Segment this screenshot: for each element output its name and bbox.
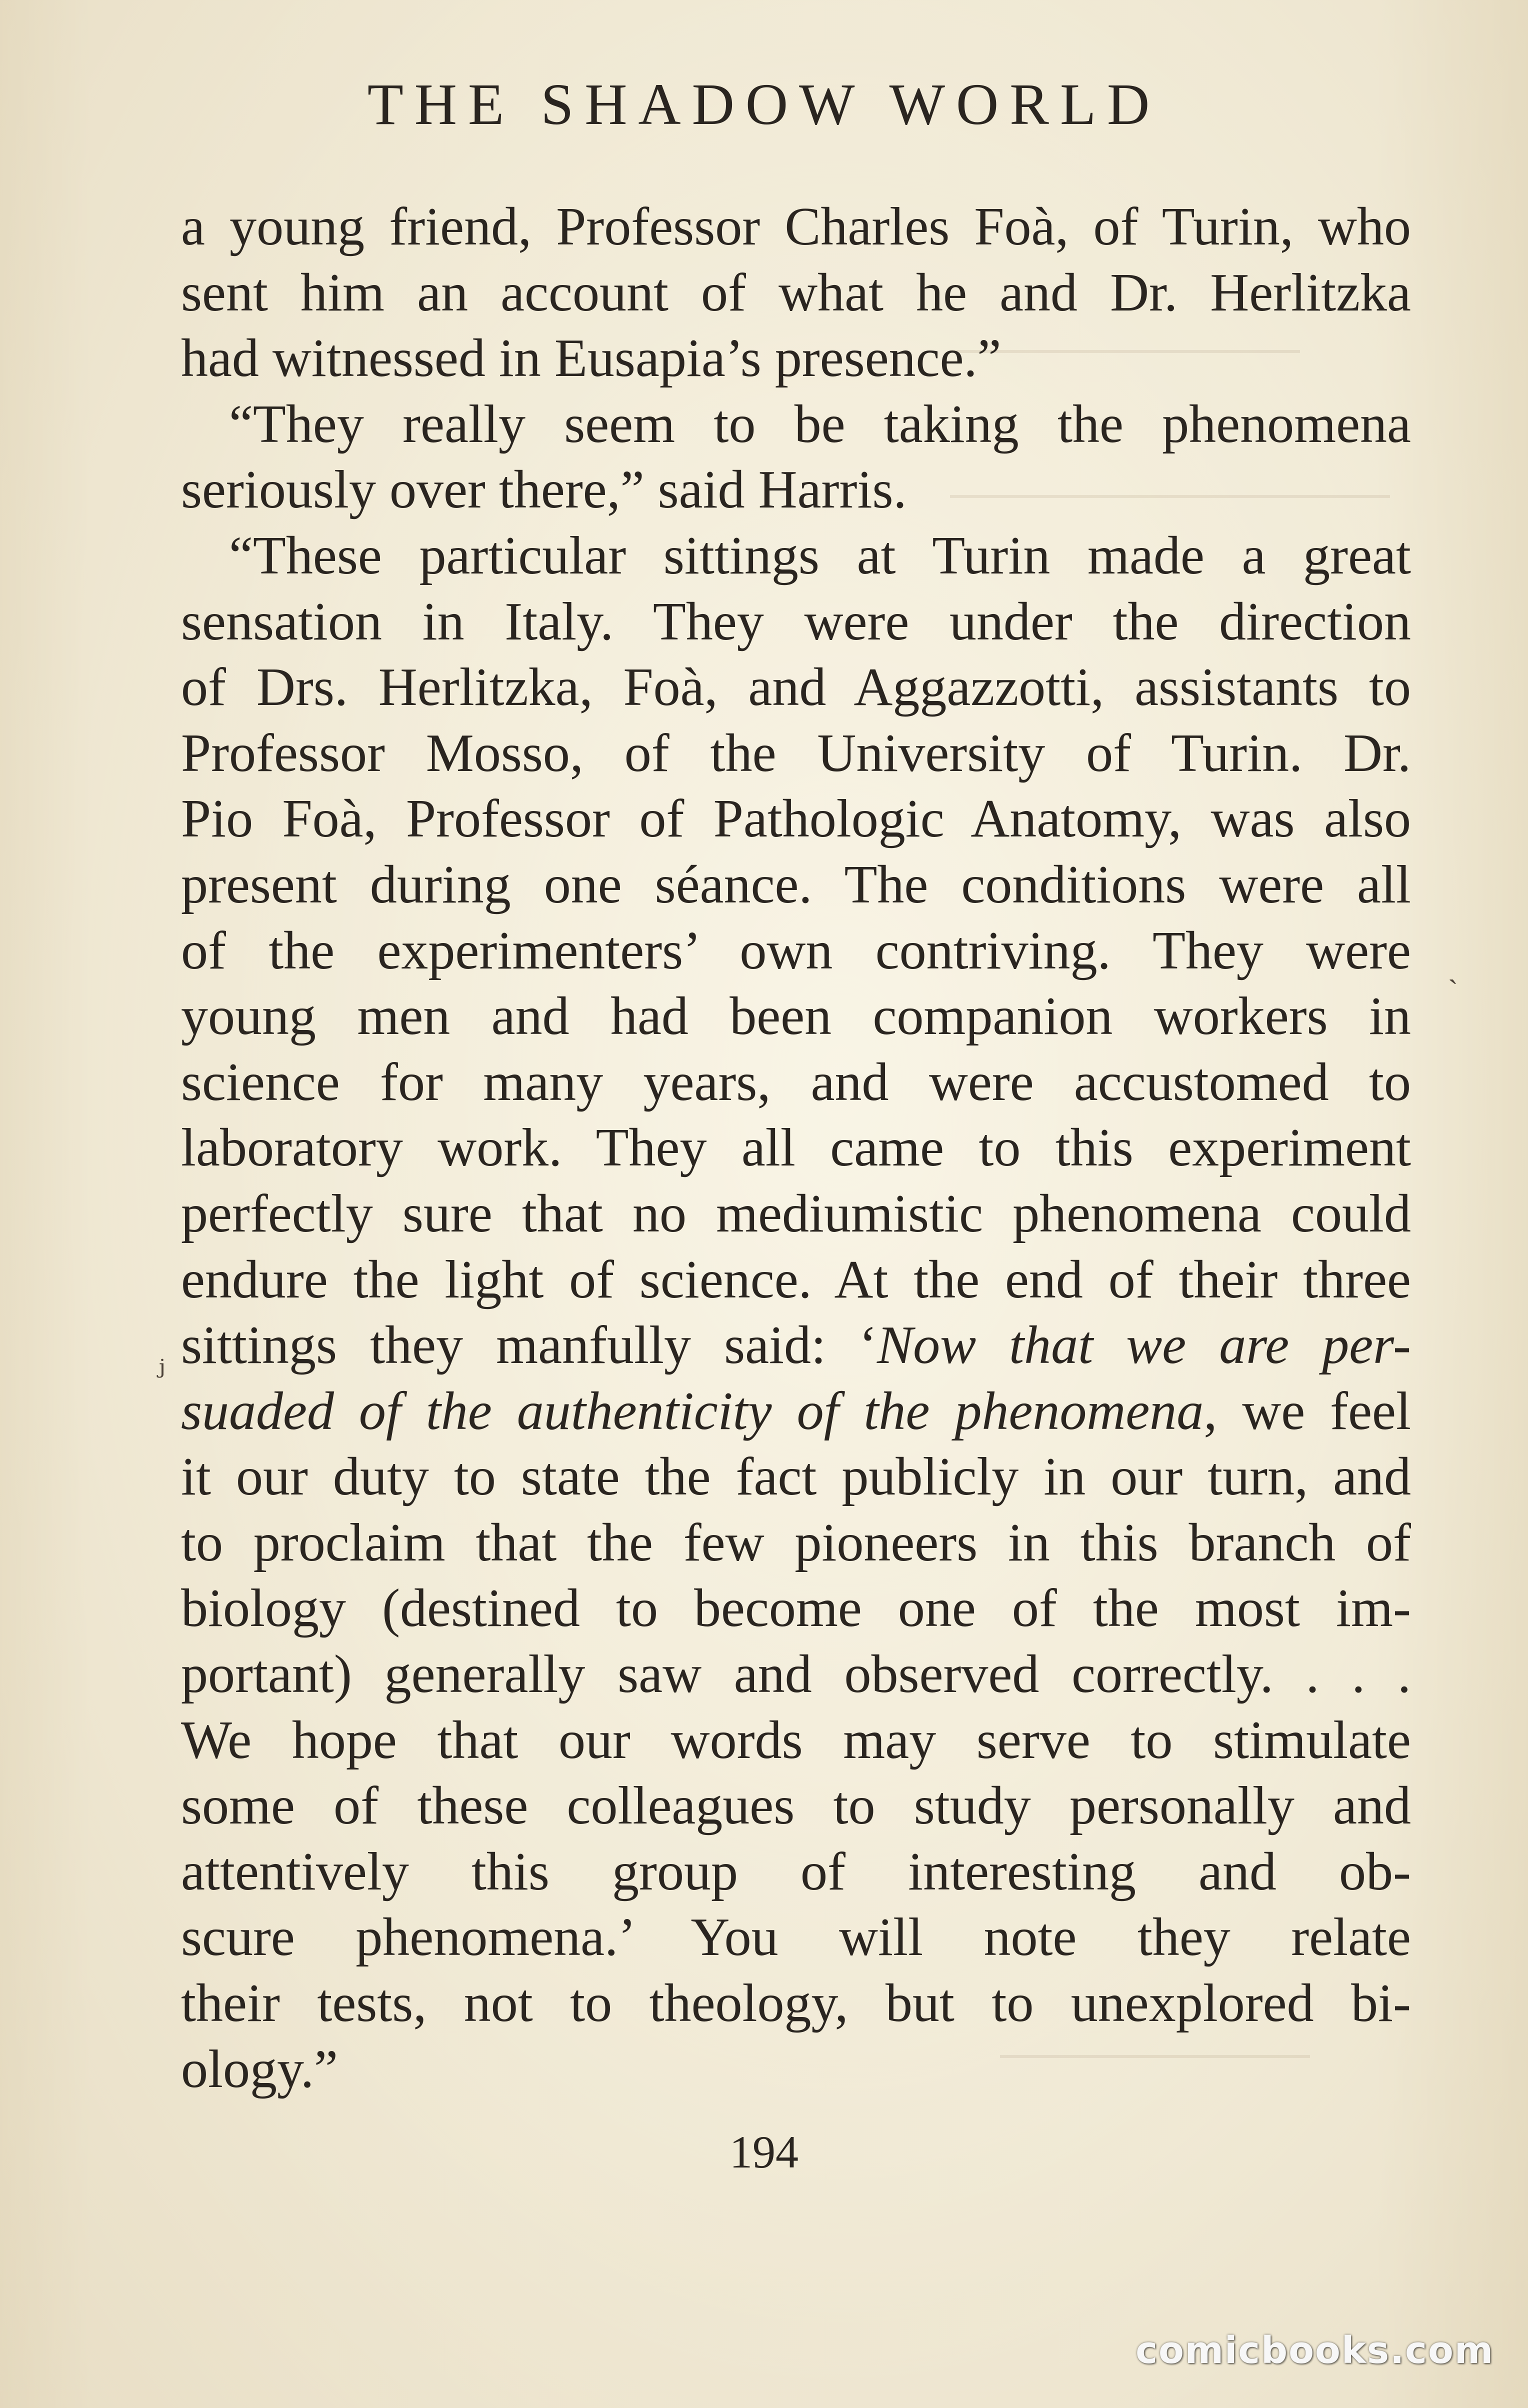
text-line — [181, 654, 1411, 720]
text-line — [181, 1839, 1411, 1905]
line-text: some of these colleagues to study personally and — [181, 1776, 1411, 1836]
text-line — [181, 1970, 1411, 2036]
line-text: scure phenomena.’ You will note they relate — [181, 1908, 1411, 1968]
line-text: ology.” — [181, 2039, 338, 2099]
text-line — [181, 523, 1411, 589]
text-line — [181, 1181, 1411, 1247]
text-line — [181, 1050, 1411, 1116]
line-text: sent him an account of what he and Dr. Herlitzka — [181, 262, 1411, 322]
running-head: THE SHADOW WORLD — [367, 72, 1161, 137]
line-text: , we feel — [1204, 1381, 1411, 1441]
line-text: Pio Foà, Professor of Pathologic Anatomy, was also — [181, 789, 1411, 849]
text-line — [181, 1708, 1411, 1774]
italic-span: Now that we are per- — [877, 1316, 1411, 1376]
line-text: portant) generally saw and observed correctly. . . . — [181, 1644, 1411, 1704]
line-text: seriously over there,” said Harris. — [181, 460, 907, 520]
line-text: sittings they manfully said: ‘ — [181, 1316, 878, 1376]
line-text: endure the light of science. At the end of their three — [181, 1250, 1411, 1310]
line-text: it our duty to state the fact publicly in our turn, and — [181, 1447, 1411, 1507]
line-text: sensation in Italy. They were under the direction — [181, 592, 1411, 652]
line-text: “They really seem to be taking the phenomena — [229, 394, 1411, 454]
line-text: had witnessed in Eusapia’s presence.” — [181, 328, 1002, 388]
line-text: of Drs. Herlitzka, Foà, and Aggazzotti, assistants to — [181, 658, 1411, 718]
text-line — [181, 852, 1411, 918]
text-line — [181, 260, 1411, 326]
line-text: of the experimenters’ own contriving. They were — [181, 920, 1411, 980]
text-line — [181, 1904, 1411, 1970]
body-text — [181, 194, 1411, 2102]
line-text: We hope that our words may serve to stimulate — [181, 1710, 1411, 1770]
text-line — [181, 589, 1411, 655]
text-line — [181, 1444, 1411, 1510]
line-text: attentively this group of interesting and ob- — [181, 1842, 1411, 1902]
text-line — [181, 2036, 1411, 2102]
line-text: Professor Mosso, of the University of Turin. Dr. — [181, 723, 1411, 783]
line-text: science for many years, and were accustomed to — [181, 1052, 1411, 1112]
italic-span: suaded of the authenticity of the phenomena — [181, 1381, 1204, 1441]
text-line — [181, 392, 1411, 458]
line-text: young men and had been companion workers in — [181, 986, 1411, 1046]
text-line — [181, 1773, 1411, 1839]
text-line — [181, 1510, 1411, 1576]
text-line — [181, 786, 1411, 852]
line-text: to proclaim that the few pioneers in this branch of — [181, 1512, 1411, 1572]
page-number: 194 — [730, 2126, 798, 2178]
line-text: a young friend, Professor Charles Foà, of Turin, who — [181, 197, 1411, 256]
text-line — [181, 1312, 1411, 1378]
watermark: comicbooks.com — [1136, 2329, 1494, 2372]
line-text: their tests, not to theology, but to unexplored bi- — [181, 1974, 1411, 2034]
line-text: perfectly sure that no mediumistic phenomena could — [181, 1184, 1411, 1244]
text-line — [181, 1576, 1411, 1642]
text-line — [181, 326, 1411, 392]
text-line — [181, 1642, 1411, 1708]
text-line — [181, 720, 1411, 786]
line-text: present during one séance. The conditions were all — [181, 854, 1411, 914]
margin-mark: ⱼ — [156, 1343, 166, 1382]
text-line — [181, 194, 1411, 260]
margin-mark: ˎ — [1448, 951, 1458, 984]
text-line — [181, 918, 1411, 984]
text-line — [181, 984, 1411, 1050]
line-text: biology (destined to become one of the most im- — [181, 1578, 1411, 1638]
line-text: “These particular sittings at Turin made a great — [229, 526, 1411, 586]
line-text: laboratory work. They all came to this experiment — [181, 1118, 1411, 1178]
text-line — [181, 1115, 1411, 1181]
text-line — [181, 1247, 1411, 1313]
text-line — [181, 457, 1411, 523]
text-line — [181, 1378, 1411, 1444]
